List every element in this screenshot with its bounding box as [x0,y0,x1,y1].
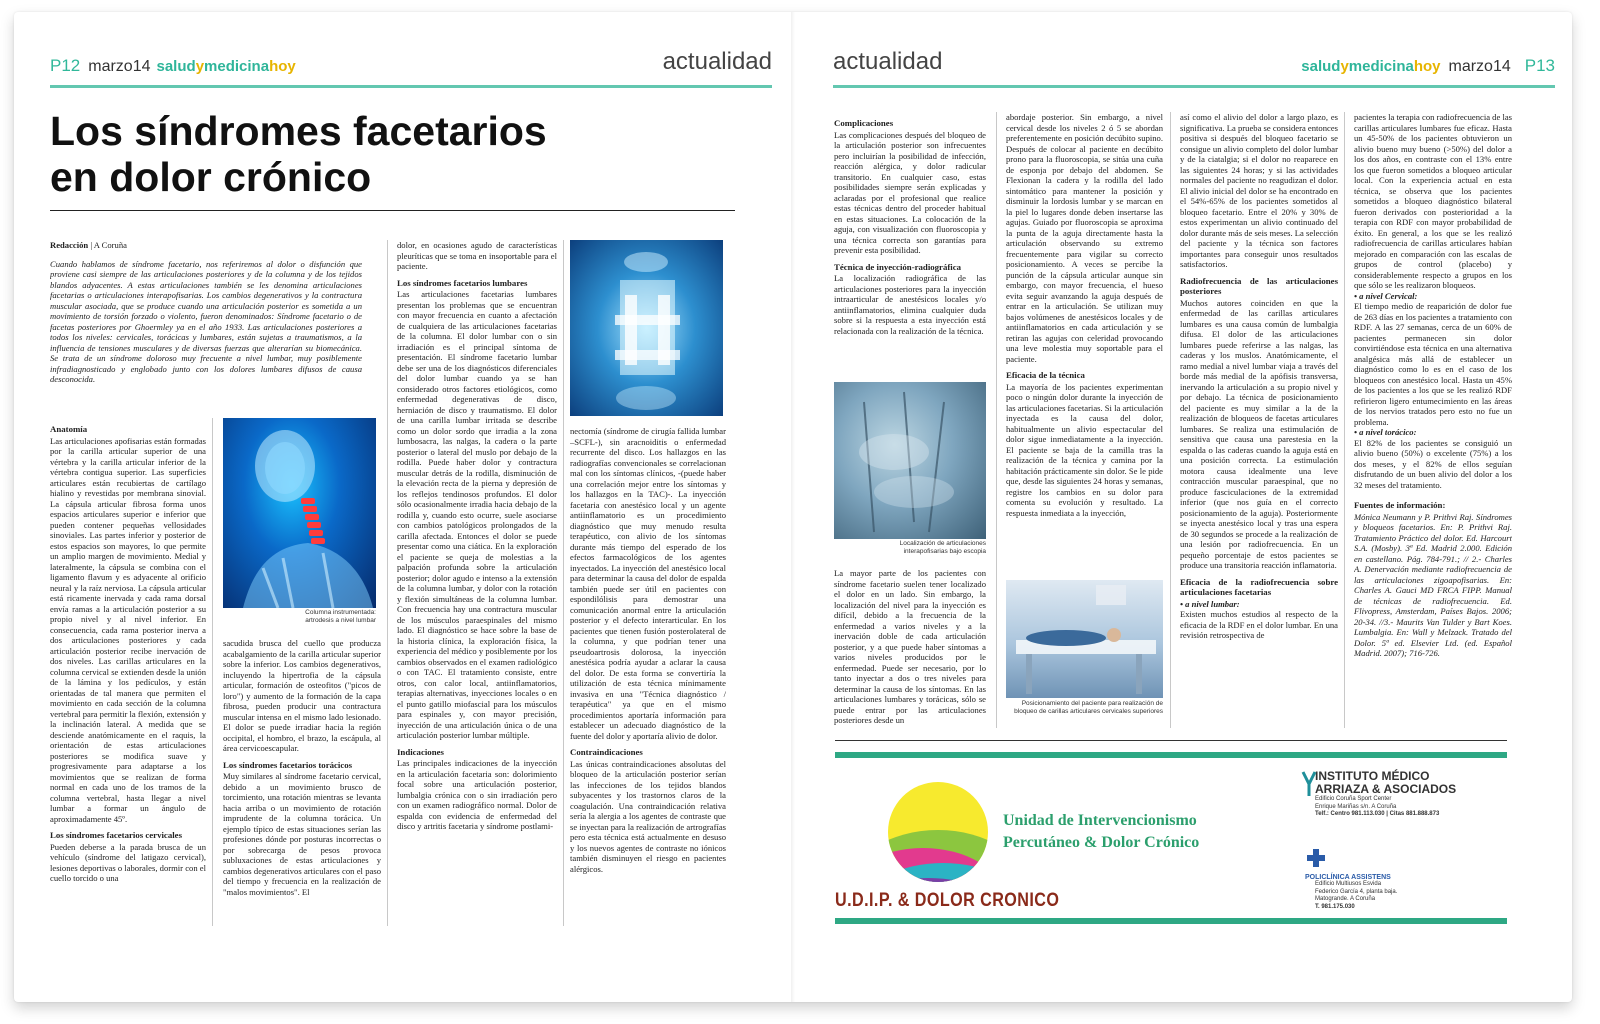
column-divider [212,418,213,926]
subheading-eficacia-rf: Eficacia de la radiofrecuencia sobre articulaciones facetarias [1180,576,1338,597]
photo-caption: Columna instrumentada: artrodesis a nivel lumbar [305,609,376,624]
bullet-label-lumbar: • a nivel lumbar: [1180,598,1240,609]
column-complicaciones [834,112,986,372]
skeleton-figure [223,418,376,608]
instituto-logo-icon [1301,770,1317,798]
column-divider [1344,112,1345,728]
body-text: El 82% de los pacientes se consiguió un alivio bueno (50%) o excelente (75%) a los dos meses, y el 82% de ellos seguían disfrutando de un buen alivio del dolor a los 32 meses del tratamiento. [1354,437,1512,490]
section-label: actualidad [662,48,772,75]
column-4 [1354,112,1512,728]
clinic-advertisement [835,752,1507,927]
photo-caption: Posicionamiento del paciente para realización de bloqueo de carillas articulares cervicales superiores [1014,700,1163,715]
bullet-label-toracico: • a nivel torácico: [1354,427,1417,437]
right-page [793,12,1572,1002]
column-divider [996,112,997,728]
body-text: sacudida brusca del cuello que producza acabalgamiento de la carilla articular superior sobre la inferior. Los cambios degenerativos, incluyendo la hipertrofia de la cápsula articular, formación de osteofitos ("picos de loro") y aumento de la formación de la capa fibrosa, pueden producir una contractura muscular intensa en el mismo lado lesionado. El dolor se puede irradiar hacia la región occipital, el hombro, el brazo, la escápula, al área cervicoescapular. [223,638,381,753]
page-number: P13 [1524,56,1555,75]
body-text: dolor, en ocasiones agudo de características pleuríticas que se toma en insoportable para el paciente. [397,240,557,271]
subheading-cervicales: Los síndromes facetarios cervicales [50,830,183,840]
body-text: Muchos autores coinciden en que la enfermedad de las carillas articulares lumbares es una causa común de lumbalgia difusa. El dolor de las articulaciones lumbares puede referirse a las nalgas, las caderas y los muslos. Anatómicamente, el ramo medial a nivel lumbar viaja a través del borde más medial de la apófisis transversa, inervando la articulación a su propio nivel y por debajo. La técnica de posicionamiento del paciente es muy similar a la de la realización de bloqueos de facetas articulares lumbares. Se realiza una estimulación de sensitiva que causa una parestesia en la espalda o las caderas cuando la aguja está en una posición correcta. La estimulación motora causa idealmente una leve contracción muscular paraespinal, que no produce fasciculaciones de la extremidad inferior (que nos guía en el correcto posicionamiento de la aguja). Posteriormente se inyecta anestésico local y tras una espera de 30 segundos se procede a la realización de una lesión por radiofrecuencia. En un pequeño porcentaje de estos pacientes se produce una transitoria reacción inflamatoria. [1180,297,1338,570]
body-text: Las complicaciones después del bloqueo de la articulación posterior son infrecuentes pero incluirían la posibilidad de infección, reacción alérgica, y dolor radicular transitorio. En cualquier caso, estas posibilidades siempre serán explicadas y aclaradas por el profesional que realice estas técnicas dentro del proceder habitual en estas situaciones. La colocación de la aguja, con visualización con fluoroscopia y una técnica correcta son garantías para prevenir esta posibilidad. [834,129,986,255]
body-text: La localización radiográfica de las articulaciones posteriores para la inyección intraarticular de anestésicos locales y/o antiinflamatorios, elimina cualquier duda sobre si la respuesta a esta inyección está relacionada con la realización de la técnica. [834,273,986,336]
patient-figure [1006,580,1163,698]
ad-separator-rule [835,740,1507,741]
references-text: Mónica Neumann y P. Prithvi Raj. Síndromes y bloqueos facetarios. En: P. Prithvi Raj. Tratamiento Práctico del dolor. Ed. Harcourt S.A. (Mosby). 3ª Ed. Madrid 2.000. Edición en castellano. Pág. 784-791.; // 2.- Charles A. Denervación mediante radiofrecuencia de las articulaciones zigoapofisarias. En: Charles A. Gauci MD FRCA FIPP. Manual de técnicas de radiofrecuencia. Ed. Flivopress, Amsterdam, Países Bajos. 2006; 20-34. //3.- Maurits Van Tulder y Bart Koes. Lumbalgia. En: Wall y Melzack. Tratado del Dolor. 5ª ed. Elsevier Ltd. (ed. Español Madrid. 2007); 716-726. [1354,511,1512,658]
policlinica-block: POLICLÍNICA ASSISTENS Edificio Multiusos Esvida Federico García 4, planta baja. Matogrande. A Coruña T. 981.175.030 [1305,847,1397,911]
body-text: Existen muchos estudios al respecto de la eficacia de la RDF en el dolor lumbar. En una revisión retrospectiva de [1180,609,1338,640]
subheading-toracicos: Los síndromes facetarios torácicos [223,759,353,770]
column-divider [563,240,564,926]
lead-column [50,240,362,410]
subheading-contraindicaciones: Contraindicaciones [570,747,643,757]
publication-brand: saludymedicinahoy [156,58,296,75]
column-2-lower [223,638,381,928]
subheading-fuentes: Fuentes de información: [1354,500,1446,510]
subheading-lumbares: Los síndromes facetarios lumbares [397,277,528,288]
body-text: abordaje posterior. Sin embargo, a nivel cervical desde los niveles 2 ó 5 se abordan preferentemente en posición decúbito supino. Después de colocar al paciente en decúbito prono para la fluoroscopia, se sitúa una cuña de esponja por debajo del abdomen. Se Flexionan la cadera y la rodilla del lado sintomático para mantener la posición y disminuir la lordosis lumbar y se marcan en la piel lo lugares donde deben insertarse las agujas. Guiado por fluoroscopia se aproxima la punta de la aguja directamente hasta la articulación observando su extremo frecuentemente para vigilar su correcto posicionamiento. A veces se percibe la punción de la cápsula articular aunque sin embargo, con mayor frecuencia, el hueso evita seguir avanzando la aguja después de entrar en la articulación. Se utilizan muy bajos volúmenes de anestésicos locales y de antiinflamatorios en cada articulación y se retiran las agujas con celeridad provocando una leve molestia muy soportable para el paciente. [1006,112,1163,364]
body-text: Las principales indicaciones de la inyección en la articulación facetaria son: dolorimiento focal sobre una articulación posterior, lumbalgia crónica con o sin irradiación pero con un examen radiográfico normal. Dolor de espalda con evidencia de enfermedad del disco y artritis facetaria y síndrome postlami- [397,758,557,831]
byline: Redacción | A Coruña [50,240,127,250]
unit-name: Unidad de Intervencionismo Percutáneo & Dolor Crónico [1003,812,1200,851]
newspaper-spread [14,12,1572,1002]
header-rule [833,85,1555,88]
page-number: P12 [50,56,81,75]
subheading-eficacia: Eficacia de la técnica [1006,370,1085,380]
column-4 [570,426,726,928]
body-text: Las articulaciones apofisarias están formadas por la carilla articular superior de una vértebra y la carilla articular inferior de la vértebra contigua superior. Las superficies articulares están recubiertas de cartílago hialino y revestidas por membrana sinovial. La cápsula articular fibrosa forma unos espacios articulares superior e inferior que pueden contener pequeñas vellosidades sinoviales. Las partes inferior y posterior de estos espacios son mayores, lo que permite un amplio margen de movimiento. Medial y lateralmente, la cápsula se combina con el ligamento flavum y es adyacente al orificio neural y la raíz nerviosa. La cápsula articular está ricamente inervada y cada rama dorsal envía ramas a la articulación posterior a su propio nivel y al nivel inferior. En consecuencia, cada rama posterior inerva a dos articulaciones posteriores y cada articulación posterior recibe inervación de dos niveles. Las carillas articulares en la columna cervical se extienden desde la unión de la lámina y los pedículos, y están orientadas de tal manera que permiten el movimiento en cada sección de la columna vertebral para permitir la flexión, extensión y la inclinación lateral. A medida que se desciende anatómicamente en el raquis, la orientación de estas articulaciones posteriores se modifica suave y progresivamente para adaptarse a los movimientos que se realizan de forma normal en cada uno de los tramos de la columna vertebral, hasta llegar a nivel lumbar a formar un ángulo de aproximadamente 45º. [50,435,206,824]
subheading-indicaciones: Indicaciones [397,746,444,757]
title-rule [50,210,735,211]
photo-caption: Localización de articulaciones interapofisarias bajo escopia [899,540,986,555]
column-3 [1180,112,1338,728]
body-text: La mayor parte de los pacientes con síndrome facetario suelen tener localizado el dolor en un lado. Sin embargo, la localización del nivel para la inyección es difícil, debido a la frecuencia de la enfermedad a varios niveles y a la inervación doble de cada articulación posterior, y a que puede haber síntomas a varios niveles producidos por le enfermedad. Puede ser necesario, por lo tanto inyectar a dos o tres niveles para determinar la causa de los síntomas. En las articulaciones lumbares y torácicas, sólo se puede entrar por las articulaciones posteriores desde un [834,568,986,725]
body-text: pacientes la terapia con radiofrecuencia de las carillas articulares lumbares fue eficaz. Hasta un 45-50% de los pacientes obtuvieron un alivio bueno muy bueno (>50%) del dolor a los dos años, en contraste con el 13% entre los que fueron sometidos a bloqueo articular local. Con la experiencia actual en esta técnica, se observa que los pacientes sometidos a bloqueo diagnóstico bilateral fueron derivados con posterioridad a la terapia con RDF con mayor probabilidad de éxito. En general, a los que se les realizó radiofrecuencia de carillas articulares habían mejorado en comparación con las escalas de grupos de control (placebo) y considerablemente respecto a grupos en los que sólo se les realizaron bloqueos. [1354,112,1512,290]
subheading-complicaciones: Complicaciones [834,118,894,128]
subheading-radiofrecuencia: Radiofrecuencia de las articulaciones posteriores [1180,275,1338,296]
bullet-label-cervical: • a nivel Cervical: [1354,290,1418,301]
fluoroscopy-image [834,382,986,539]
medical-cross-icon [1305,847,1327,869]
xray-implant [570,240,723,416]
body-text: Muy similares al síndrome facetario cervical, debido a un movimiento brusco de torcimiento, una rotación mientras se levanta hacia arriba o un movimiento de rotación imprudente de la columna torácica. Un ejemplo típico de estas situaciones serían las profesiones dónde por posturas incorrectas o por sobrecarga de pesos provoca subluxaciones de estas articulaciones y cambios degenerativos articulares con el paso del tiempo y frecuencia en la realización de "malos movimientos". El [223,771,381,897]
subheading-tecnica: Técnica de inyección-radiográfica [834,261,962,272]
section-label: actualidad [833,48,943,75]
udip-wordmark: U.D.I.P. & DOLOR CRONICO [835,890,1060,911]
page-header [50,48,772,84]
column-1-lower [834,568,986,728]
left-page [14,12,793,1002]
article-title: Los síndromes facetarios en dolor crónico [50,108,547,200]
body-text: así como el alivio del dolor a largo plazo, es significativa. La prueba se considera entonces positiva si después del bloqueo facetario se consigue un alivio completo del dolor lumbar y de la ciatalgia; si el dolor no reaparece en las siguientes 24 horas; y si las actividades normales del paciente no reagudizan el dolor. El alivio inicial del dolor se ha encontrado en el 54%-65% de los pacientes sometidos al bloqueo facetario. Entre el 20% y 30% de estos experimentan un alivio continuado del dolor durante más de seis meses. La selección del paciente y la técnica son factores importantes para conseguir unos resultados satisfactorios. [1180,112,1338,269]
body-text: Las articulaciones facetarias lumbares presentan los problemas que se encuentran con mayor frecuencia en cuanto a afectación de cualquiera de las articulaciones facetarias de la columna. El dolor lumbar con o sin irradiación es el principal síntoma de presentación. El síndrome facetario lumbar debe ser una de los diagnósticos diferenciales del dolor lumbar cuando ya se han considerado otros factores etiológicos, como enfermedad degenerativas de disco, herniación de disco y traumatismo. El dolor de una carilla lumbar irritada se describe como un dolor sordo que irradia a la zona lumbosacra, las nalgas, la cadera o la parte posterior o lateral del muslo por debajo de la rodilla. Puede haber dolor y contractura muscular detrás de la rodilla, disminución de la elevación recta de la pierna y depresión de los reflejos tendinosos profundos. El dolor sólo ocasionalmente irradia hacia debajo de la rodilla y, cuando esto ocurre, suele asociarse con cambios patológicos prolongados de la carilla afectada. Entonces el dolor se puede presentar como una ciática. En la exploración el paciente se queja de molestias a la palpación profunda sobre la articulación posterior; dolor agudo e intenso a la extensión de la columna lumbar, y dolor con la rotación y flexión simultáneas de la columna lumbar. Con frecuencia hay una contractura muscular de los músculos paraespinales del mismo lado. El diagnóstico se hace sobre la base de la historia clínica, la exploración física, la experiencia del médico y posiblemente por los cambios observados en el examen radiológico o con TAC. El tratamiento consiste, entre otros, con calor local, antiinflamatorios, terapias alternativas, inyecciones locales o en el punto gatillo miofascial para los músculos para espinales y, con mayor precisión, inyección de una articulación única o de una articulación posterior lumbar múltiple. [397,289,557,740]
column-lumbares [397,240,557,928]
column-2 [1006,112,1163,570]
ad-bottom-bar [835,918,1507,924]
column-anatomia [50,418,206,926]
fluoroscopy-photo [834,382,986,539]
rainbow-circle-logo [883,780,993,884]
publication-brand: saludymedicinahoy [1301,58,1441,75]
ad-top-bar [835,752,1507,758]
body-text: Las únicas contraindicaciones absolutas del bloqueo de la articulación posterior serían las infecciones de los tejidos blandos subyacentes y los trastornos claros de la coagulación. Una contraindicación relativa sería la alergia a los agentes de contraste que se inyectan para la realización de artrografías pero esta técnica está actualmente en desuso y los nuevos agentes de contraste no iónicos también disminuyen el riesgo en pacientes alérgicos. [570,758,726,874]
body-text: El tiempo medio de reaparición de dolor fue de 263 días en los pacientes a tratamiento con RDF. A las 27 semanas, cerca de un 60% de pacientes permanecen sin dolor convirtiéndose esta técnica en una alternativa analgésica más allá de establecer un diagnóstico como lo es en el caso de los bloqueos con anestésico local. Hasta un 45% de los pacientes a los que se les realizó RDF refirieron ligero entumecimiento en las áreas de los nervios tratados pero esto no fue un problema. [1354,301,1512,427]
body-text: nectomía (síndrome de cirugía fallida lumbar –SCFL-), sin aracnoiditis o enfermedad recurrente del disco. Los hallazgos en las radiografías convencionales se correlacionan mal con los síntomas clínicos, -(puede haber una correlación mejor entre los síntomas y los hallazgos en la TAC)-. La inyección facetaria con anestésico local y un agente antiinflamatorio es un procedimiento diagnóstico que muy menudo resulta terapéutico, con alivio de los síntomas durante más tiempo del esperado de los efectos farmacológicos de los agentes inyectados. La inyección del anestésico local para determinar la causa del dolor de espalda también puede ser útil en pacientes con espondilólisis para demostrar una comunicación anormal entre la articulación posterior y el defecto interarticular. En los pacientes que tienen fusión posterolateral de la columna, y que podrían tener una pseudoartrosis dolorosa, la inyección anestésica podría ayudar a aclarar la causa del dolor. De esta forma se convertiría la utilización de esta técnica mínimamente invasiva en una "Técnica diagnóstico / terapéutica" ya que en el mismo procedimientos aportaría información para establecer un adecuado diagnóstico de la fuente del dolor y aportaría alivio de dolor. [570,426,726,741]
body-text: La mayoría de los pacientes experimentan poco o ningún dolor durante la inyección de las articulaciones facetarias. Si la articulación inyectada es la causa del dolor, habitualmente un alivio espectacular del dolor sigue inmediatamente a la inyección. El paciente se baja de la camilla tras la realización de la técnica y camina por la habitación prácticamente sin dolor. Se le pide que, desde las siguientes 24 horas y semanas, registre los cambios en su dolor para comenta su evolución y resultado. La respuesta inmediata a la inyección, [1006,381,1163,518]
lumbar-xray-photo [570,240,723,416]
issue-date: marzo14 [88,58,151,75]
lead-paragraph: Cuando hablamos de síndrome facetario, nos referiremos al dolor o disfunción que proviene casi siempre de las articulaciones posteriores y de la columna y de los tejidos blandos adyacentes. A estas articulaciones también se les denomina articulaciones facetarias o articulaciones interapofisarias. Los cambios degenerativos y la contractura muscular asociada, que se produce cuando una articulación posterior es sometida a un movimiento de torsión forzado o violento, fueron denominados: Síndrome facetario o de facetas posteriores por Ghoermley ya en el año 1933. Las articulaciones posteriores a todos los niveles: cervicales, torácicas y lumbares, están sujetas a traumatismos, a la influencia de tensiones musculares y de diversas fuerzas que alterarían su biomecánica. Se trata de un síndrome doloroso muy frecuente a nivel lumbar, muy posiblemente infradiagnosticado y englobado junto con los dolores lumbares difusos de causa desconocida. [50,258,362,384]
spine-xray-illustration [223,418,376,608]
page-header [833,48,1555,84]
instituto-medico-block: INSTITUTO MÉDICO ARRIAZA & ASOCIADOS Edificio Coruña Sport Center Enrique Mariñas s/n. A Coruña Telf.: Centro 981.113.030 | Citas 881.888.873 [1315,770,1456,819]
column-divider [1170,112,1171,728]
patient-positioning-photo [1006,580,1163,698]
issue-date: marzo14 [1448,58,1511,75]
header-rule [50,85,772,88]
subheading-anatomia: Anatomía [50,424,88,434]
body-text: Pueden deberse a la parada brusca de un vehículo (síndrome del latigazo cervical), lesiones deportivas o laborales, dormir con el cuello torcido o una [50,841,206,883]
column-divider [387,240,388,926]
